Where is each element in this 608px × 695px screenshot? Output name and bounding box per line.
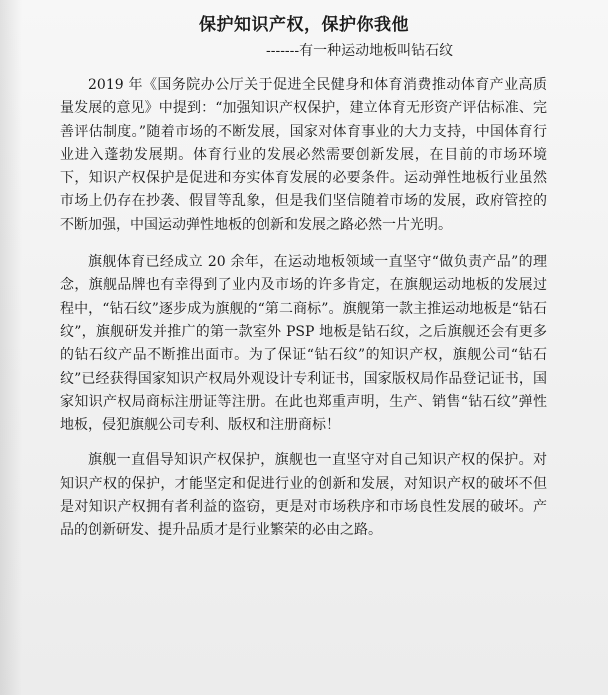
paragraph-ip-protection: 旗舰一直倡导知识产权保护，旗舰也一直坚守对自己知识产权的保护。对知识产权的保护，才能坚定和促进行业的创新和发展，对知识产权的破坏不但是对知识产权拥有者利益的盗窃，更是对市场秩序和市场良性发展的破坏。产品的创新研发、提升品质才是行业繁荣的必由之路。 [60, 452, 547, 539]
paragraph-policy-context: 2019 年《国务院办公厅关于促进全民健身和体育消费推动体育产业高质量发展的意见》中提到：“加强知识产权保护，建立体育无形资产评估标准、完善评估制度。”随着市场的不断发展，国家对体育事业的大力支持，中国体育行业进入蓬勃发展期。体育行业的发展必然需要创新发展，在目前的市场环境下，知识产权保护是促进和夯实体育发展的必要条件。运动弹性地板行业虽然市场上仍存在抄袭、假冒等乱象，但是我们坚信随着市场的发展，政府管控的不断加强，中国运动弹性地板的创新和发展之路必然一片光明。 [60, 77, 547, 233]
document-subtitle: -------有一种运动地板叫钻石纹 [266, 43, 454, 59]
page-edge-shadow [0, 0, 22, 695]
document-body [60, 74, 547, 559]
paragraph-brand-statement: 旗舰体育已经成立 20 余年，在运动地板领域一直坚守“做负责产品”的理念，旗舰品牌也有幸得到了业内及市场的许多肯定，在旗舰运动地板的发展过程中，“钻石纹”逐步成为旗舰的“第二商标”。旗舰第一款主推运动地板是“钻石纹”，旗舰研发并推广的第一款室外 PSP 地板是钻石纹，之后旗舰还会有更多的钻石纹产品不断推出面市。为了保证“钻石纹”的知识产权，旗舰公司“钻石纹”已经获得国家知识产权局外观设计专利证书，国家版权局作品登记证书，国家知识产权局商标注册证等注册。在此也郑重声明，生产、销售“钻石纹”弹性地板，侵犯旗舰公司专利、版权和注册商标！ [60, 254, 547, 434]
document-title: 保护知识产权，保护你我他 [199, 15, 409, 35]
